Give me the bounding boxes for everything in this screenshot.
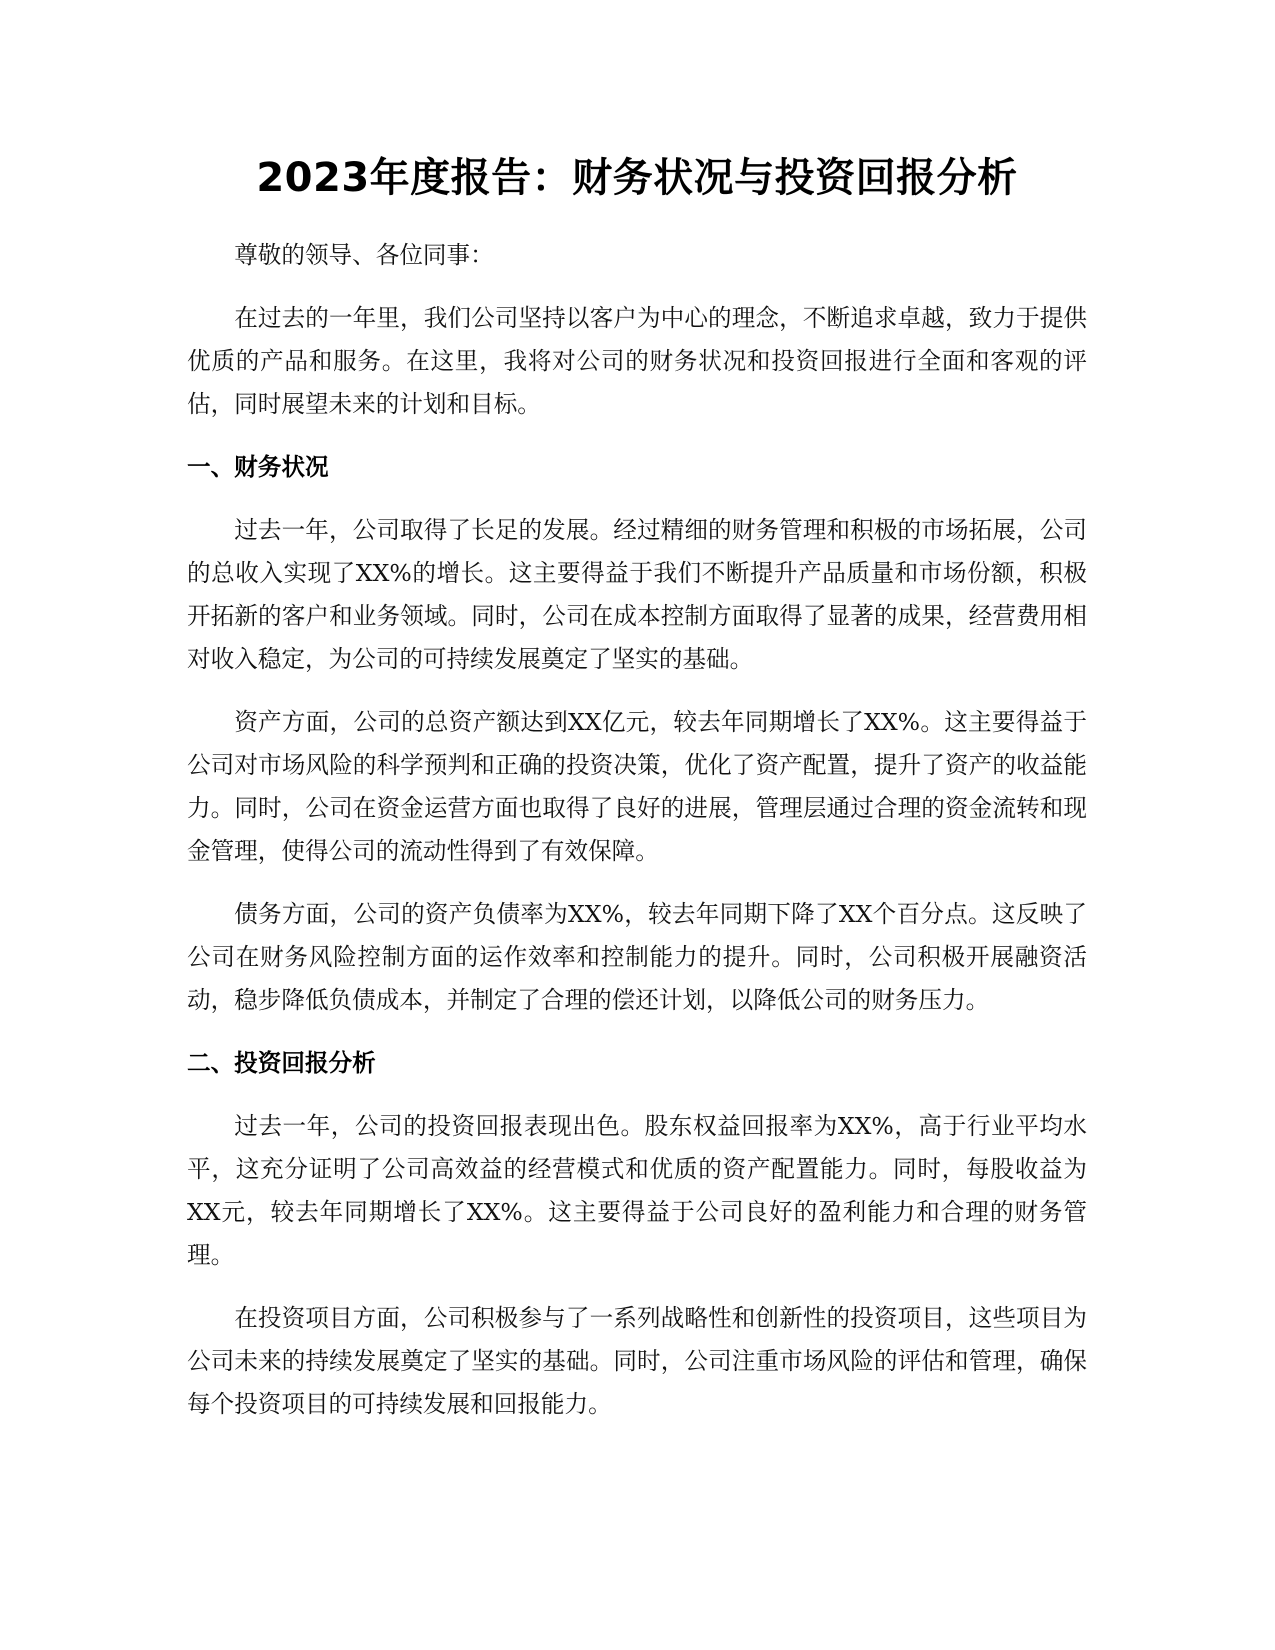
document-body (187, 150, 1087, 1446)
document-title: 2023年度报告：财务状况与投资回报分析 (256, 155, 1018, 201)
paragraph-investment-projects: 在投资项目方面，公司积极参与了一系列战略性和创新性的投资项目，这些项目为公司未来的持续发展奠定了坚实的基础。同时，公司注重市场风险的评估和管理，确保每个投资项目的可持续发展和回报能力。 (187, 1304, 1087, 1418)
section-heading-financial-status: 一、财务状况 (187, 453, 329, 481)
intro-paragraph: 在过去的一年里，我们公司坚持以客户为中心的理念，不断追求卓越，致力于提供优质的产品和服务。在这里，我将对公司的财务状况和投资回报进行全面和客观的评估，同时展望未来的计划和目标。 (187, 304, 1087, 418)
paragraph-debt: 债务方面，公司的资产负债率为XX%，较去年同期下降了XX个百分点。这反映了公司在财务风险控制方面的运作效率和控制能力的提升。同时，公司积极开展融资活动，稳步降低负债成本，并制定了合理的偿还计划，以降低公司的财务压力。 (187, 900, 1087, 1014)
salutation: 尊敬的领导、各位同事： (234, 241, 494, 269)
paragraph-returns: 过去一年，公司的投资回报表现出色。股东权益回报率为XX%，高于行业平均水平，这充分证明了公司高效益的经营模式和优质的资产配置能力。同时，每股收益为XX元，较去年同期增长了XX%。这主要得益于公司良好的盈利能力和合理的财务管理。 (187, 1112, 1087, 1269)
section-heading-investment-return: 二、投资回报分析 (187, 1049, 376, 1077)
paragraph-assets: 资产方面，公司的总资产额达到XX亿元，较去年同期增长了XX%。这主要得益于公司对市场风险的科学预判和正确的投资决策，优化了资产配置，提升了资产的收益能力。同时，公司在资金运营方面也取得了良好的进展，管理层通过合理的资金流转和现金管理，使得公司的流动性得到了有效保障。 (187, 708, 1087, 865)
paragraph-revenue: 过去一年，公司取得了长足的发展。经过精细的财务管理和积极的市场拓展，公司的总收入实现了XX%的增长。这主要得益于我们不断提升产品质量和市场份额，积极开拓新的客户和业务领域。同时，公司在成本控制方面取得了显著的成果，经营费用相对收入稳定，为公司的可持续发展奠定了坚实的基础。 (187, 516, 1087, 673)
